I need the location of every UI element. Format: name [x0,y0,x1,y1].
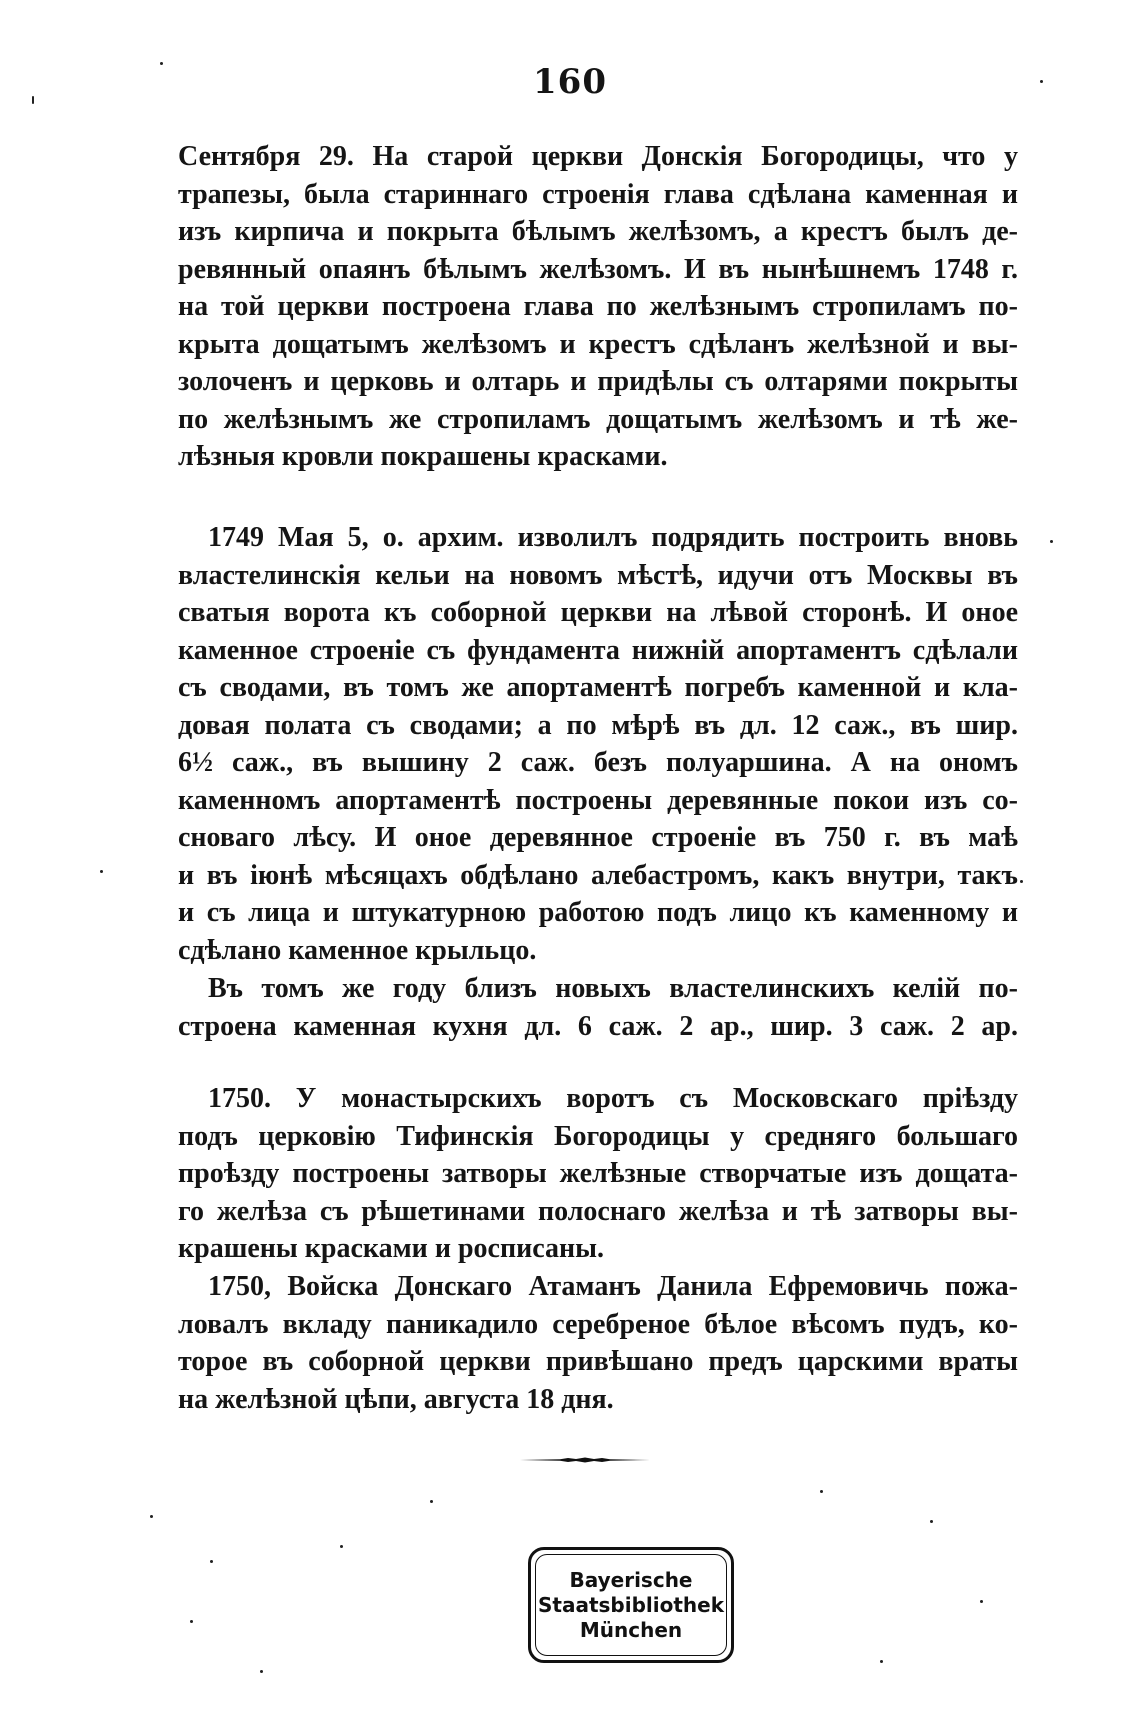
text-line: 1750, Войска Донскаго Атаманъ Данила Ефремовичь пожа- [208,1271,1018,1302]
text-line: крашены красками и росписаны. [178,1233,604,1264]
scan-speck [820,1490,823,1493]
paragraph-1750-gates [178,1080,1018,1268]
text-line: золоченъ и церковь и олтарь и придѣлы съ олтарями покрыты [178,366,1018,397]
library-stamp [528,1547,734,1663]
text-line: сватыя ворота къ соборной церкви на лѣвой сторонѣ. И оное [178,597,1018,628]
text-line: каменное строеніе съ фундамента нижній апортаментъ сдѣлали [178,634,1018,666]
text-line: крыта дощатымъ желѣзомъ и крестъ сдѣланъ желѣзной и вы- [178,328,1018,360]
scan-speck [1020,880,1023,883]
paragraph-september-29 [178,138,1018,476]
scan-speck [880,1660,883,1663]
scan-speck [210,1560,213,1563]
paragraph-same-year-kitchen [178,970,1018,1045]
library-stamp-inner [535,1554,727,1656]
text-line: довая полата съ сводами; а по мѣрѣ въ дл. 12 саж., въ шир. [178,709,1018,741]
scan-speck [430,1500,433,1503]
text-line: сноваго лѣсу. И оное деревянное строеніе въ 750 г. въ маѣ [178,822,1018,853]
stamp-line: Staatsbibliothek [537,1592,725,1617]
text-line: ловалъ вкладу паникадило серебреное бѣлое вѣсомъ пудъ, ко- [178,1308,1018,1340]
text-line: на желѣзной цѣпи, августа 18 дня. [178,1383,614,1415]
text-line: 1750. У монастырскихъ воротъ съ Московскаго пріѣзду [208,1083,1018,1114]
scan-speck [32,96,34,104]
scan-speck [1040,80,1043,83]
text-line: властелинскія кельи на новомъ мѣстѣ, идучи отъ Москвы въ [178,559,1018,591]
text-line: каменномъ апортаментѣ построены деревянные покои изъ со- [178,784,1018,816]
scan-speck [980,1600,983,1603]
scan-speck [260,1670,263,1673]
text-line: сдѣлано каменное крыльцо. [178,934,537,966]
scan-speck [930,1520,933,1523]
text-line: Сентября 29. На старой церкви Донскія Богородицы, что у [178,141,1018,172]
scan-speck [1050,540,1053,543]
paragraph-1749 [178,519,1018,969]
text-line: и въ іюнѣ мѣсяцахъ обдѣлано алебастромъ, какъ внутри, такъ [178,859,1018,891]
scan-speck [100,870,103,873]
text-line: по желѣзнымъ же стропиламъ дощатымъ желѣзомъ и тѣ же- [178,403,1018,435]
text-line: торое въ соборной церкви привѣшано предъ царскими враты [178,1346,1018,1377]
paragraph-1750-chandelier [178,1268,1018,1418]
text-line: и съ лица и штукатурною работою подъ лицо къ каменному и [178,897,1018,928]
text-line: 6½ саж., въ вышину 2 саж. безъ полуаршина. А на ономъ [178,747,1018,778]
text-line: съ сводами, въ томъ же апортаментѣ погребъ каменной и кла- [178,672,1018,703]
text-line: Въ томъ же году близъ новыхъ властелинскихъ келій по- [208,973,1018,1004]
text-line: лѣзныя кровли покрашены красками. [178,441,668,472]
stamp-line: München [579,1617,683,1642]
text-line: трапезы, была стариннаго строенія глава сдѣлана каменная и [178,178,1018,210]
scan-speck [190,1620,193,1623]
section-divider-ornament [520,1457,650,1463]
text-line: проѣзду построены затворы желѣзные створчатые изъ дощата- [178,1158,1018,1189]
text-line: строена каменная кухня дл. 6 саж. 2 ар., шир. 3 саж. 2 ар. [178,1010,1018,1042]
text-line: на той церкви построена глава по желѣзнымъ стропиламъ по- [178,291,1018,322]
text-line: 1749 Мая 5, о. архим. изволилъ подрядить построить вновь [208,522,1018,553]
stamp-line: Bayerische [569,1567,693,1592]
scan-speck [150,1515,153,1518]
text-line: подъ церковію Тифинскія Богородицы у средняго большаго [178,1120,1018,1152]
text-line: ревянный опаянъ бѣлымъ желѣзомъ. И въ нынѣшнемъ 1748 г. [178,253,1018,285]
text-line: изъ кирпича и покрыта бѣлымъ желѣзомъ, а крестъ былъ де- [178,216,1018,247]
text-line: го желѣза съ рѣшетинами полоснаго желѣза и тѣ затворы вы- [178,1195,1018,1227]
scan-speck [340,1545,343,1548]
scan-speck [160,62,163,65]
page-number: 160 [533,62,607,102]
